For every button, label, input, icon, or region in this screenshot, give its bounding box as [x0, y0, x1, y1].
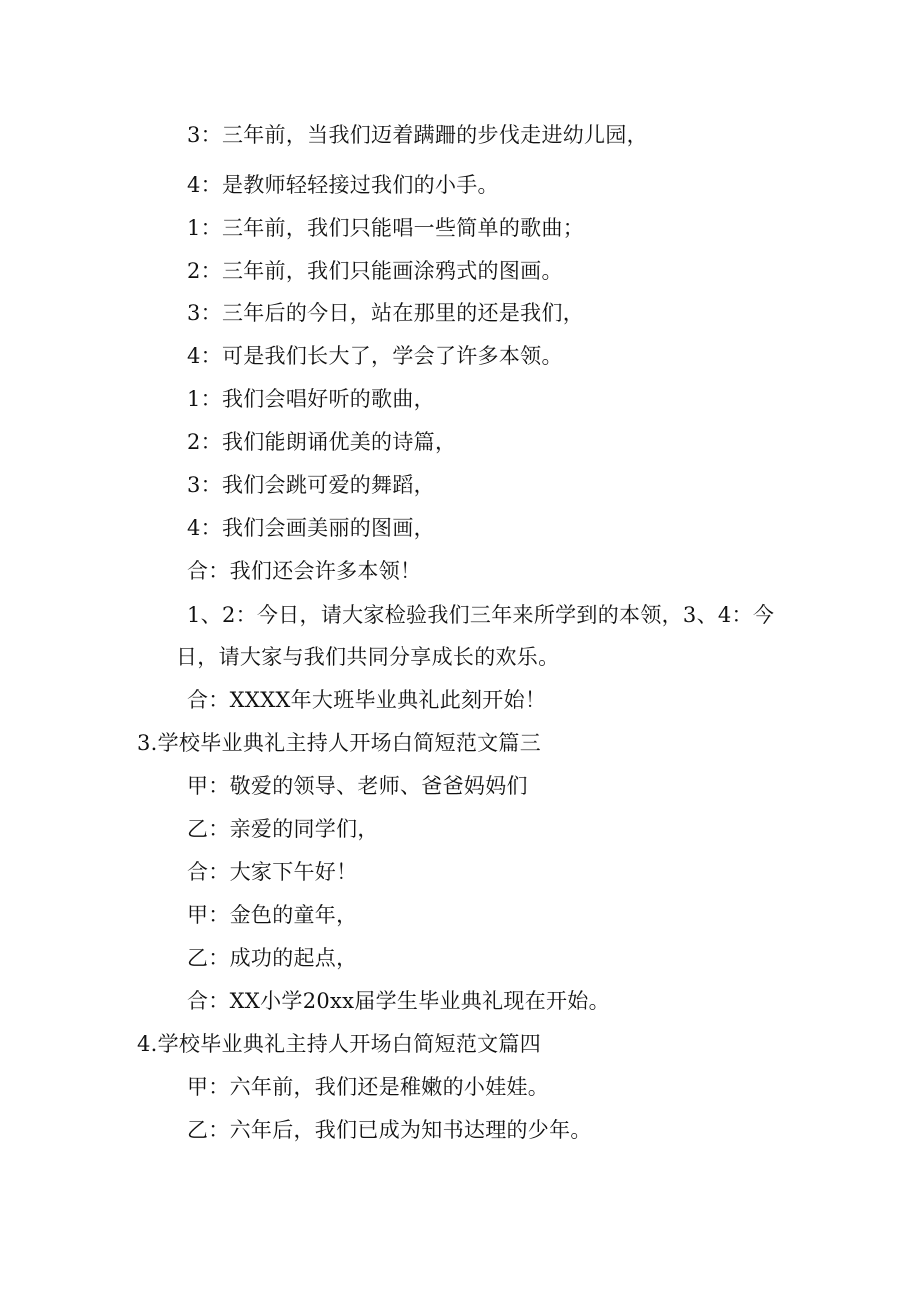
- text-line: 4：我们会画美丽的图画，: [187, 516, 435, 540]
- text-line: 3：三年前，当我们迈着蹒跚的步伐走进幼儿园，: [187, 123, 648, 147]
- text-line: 3：三年后的今日，站在那里的还是我们，: [187, 301, 585, 325]
- text-line: 2：三年前，我们只能画涂鸦式的图画。: [187, 259, 563, 283]
- text-line: 甲：敬爱的领导、老师、爸爸妈妈们: [187, 774, 528, 798]
- text-line: 4：可是我们长大了，学会了许多本领。: [187, 344, 563, 368]
- text-line: 2：我们能朗诵优美的诗篇，: [187, 430, 457, 454]
- text-line: 甲：六年前，我们还是稚嫩的小娃娃。: [187, 1075, 550, 1099]
- section-heading: 3.学校毕业典礼主持人开场白简短范文篇三: [137, 731, 542, 755]
- text-line: 合：XX小学20xx届学生毕业典礼现在开始。: [187, 989, 610, 1013]
- text-line: 3：我们会跳可爱的舞蹈，: [187, 473, 435, 497]
- text-line: 合：我们还会许多本领！: [187, 559, 422, 583]
- text-line: 甲：金色的童年，: [187, 903, 358, 927]
- text-line: 乙：六年后，我们已成为知书达理的少年。: [187, 1118, 592, 1142]
- text-line: 乙：亲爱的同学们，: [187, 817, 379, 841]
- text-line: 4：是教师轻轻接过我们的小手。: [187, 173, 499, 197]
- text-line: 合：大家下午好！: [187, 860, 358, 884]
- text-line: 1：三年前，我们只能唱一些简单的歌曲；: [187, 216, 585, 240]
- text-line: 合：XXXX年大班毕业典礼此刻开始！: [187, 688, 547, 712]
- text-line: 1、2：今日，请大家检验我们三年来所学到的本领，3、4：今: [187, 603, 775, 627]
- section-heading: 4.学校毕业典礼主持人开场白简短范文篇四: [137, 1032, 542, 1056]
- text-line: 1：我们会唱好听的歌曲，: [187, 387, 435, 411]
- text-line: 乙：成功的起点，: [187, 946, 358, 970]
- text-line: 日，请大家与我们共同分享成长的欢乐。: [176, 645, 560, 669]
